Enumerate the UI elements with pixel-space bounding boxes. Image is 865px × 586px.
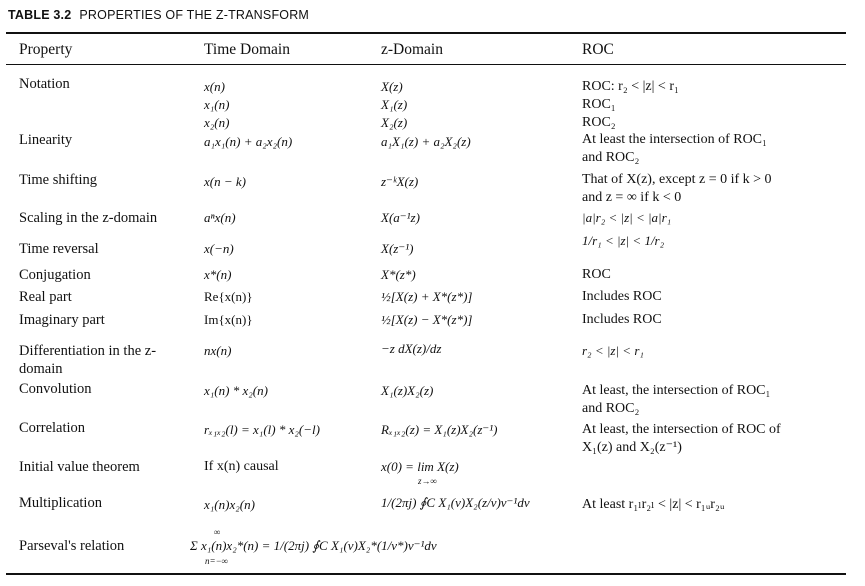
roc-cell: At least r₁ₗr₂ₗ < |z| < r₁ᵤr₂ᵤ	[582, 497, 725, 512]
property-cell: Convolution	[19, 381, 92, 397]
bottom-rule	[6, 573, 846, 575]
roc-cell: Includes ROC	[582, 289, 662, 304]
property-cell: Scaling in the z-domain	[19, 210, 158, 226]
table-caption	[8, 8, 309, 22]
z-cell: a₁X₁(z) + a₂X₂(z)	[381, 134, 471, 149]
table-title: PROPERTIES OF THE Z-TRANSFORM	[79, 8, 310, 22]
header-rule	[6, 64, 846, 65]
time-cell: aⁿx(n)	[204, 210, 236, 225]
z-cell: X*(z*)	[381, 267, 416, 282]
z-cell: −z dX(z)/dz	[381, 341, 442, 356]
property-cell: Real part	[19, 289, 72, 305]
z-cell: Rₓ₁ₓ₂(z) = X₁(z)X₂(z⁻¹)	[381, 422, 498, 437]
property-cell: Differentiation in the z-domain	[19, 343, 157, 377]
property-cell: Time shifting	[19, 172, 98, 188]
roc-cell: |a|r₂ < |z| < |a|r₁	[582, 210, 672, 225]
property-cell: Linearity	[19, 132, 73, 148]
time-cell: rₓ₁ₓ₂(l) = x₁(l) * x₂(−l)	[204, 422, 320, 437]
property-cell: Notation	[19, 76, 70, 92]
header-time-domain: Time Domain	[204, 41, 290, 58]
time-cell: x(−n)	[204, 241, 234, 256]
time-cell: nx(n)	[204, 343, 232, 358]
time-cell: x₁(n) * x₂(n)	[204, 383, 268, 398]
time-cell: x(n − k)	[204, 174, 246, 189]
property-cell: Parseval's relation	[19, 538, 125, 554]
z-cell: 1/(2πj) ∮C X₁(v)X₂(z/v)v⁻¹dv	[381, 495, 530, 510]
roc-cell: 1/r₁ < |z| < 1/r₂	[582, 233, 665, 248]
time-cell: x₁(n)x₂(n)	[204, 497, 255, 512]
property-cell: Imaginary part	[19, 312, 105, 328]
time-cell: Re{x(n)}	[204, 289, 253, 304]
property-cell: Time reversal	[19, 241, 99, 257]
z-cell: X₁(z)X₂(z)	[381, 383, 434, 398]
roc-cell: Includes ROC	[582, 312, 662, 327]
sum-upper-limit: ∞	[214, 527, 221, 537]
header-z-domain: z-Domain	[381, 41, 443, 58]
property-cell: Conjugation	[19, 267, 91, 283]
property-cell: Multiplication	[19, 495, 102, 511]
table-label: TABLE 3.2	[8, 8, 72, 22]
time-cell: x(n) x₁(n) x₂(n)	[204, 79, 230, 130]
top-rule	[6, 32, 846, 34]
roc-cell: At least, the intersection of ROC of X₁(z) and X₂(z⁻¹)	[582, 422, 781, 455]
z-cell: x(0) = lim X(z)	[381, 459, 459, 474]
z-cell: X(a⁻¹z)	[381, 210, 420, 225]
roc-cell: ROC: r₂ < |z| < r₁ ROC₁ ROC₂	[582, 79, 679, 130]
roc-cell: That of X(z), except z = 0 if k > 0 and z = ∞ if k < 0	[582, 172, 772, 205]
roc-cell: r₂ < |z| < r₁	[582, 343, 644, 358]
z-cell: ½[X(z) − X*(z*)]	[381, 312, 473, 327]
time-cell: Im{x(n)}	[204, 312, 253, 327]
z-cell: X(z) X₁(z) X₂(z)	[381, 79, 408, 130]
time-cell: If x(n) causal	[204, 459, 279, 474]
property-cell: Correlation	[19, 420, 86, 436]
z-cell: X(z⁻¹)	[381, 241, 414, 256]
header-roc: ROC	[582, 41, 614, 58]
sum-lower-limit: n=−∞	[205, 556, 229, 566]
property-cell: Initial value theorem	[19, 459, 140, 475]
time-cell: x*(n)	[204, 267, 232, 282]
roc-cell: At least the intersection of ROC₁ and ROC₂	[582, 132, 767, 165]
time-cell: Σ x₁(n)x₂*(n) = 1/(2πj) ∮C X₁(v)X₂*(1/v*)v⁻¹dv	[190, 538, 437, 553]
z-cell-limit: z→∞	[418, 476, 437, 486]
roc-cell: At least, the intersection of ROC₁ and ROC₂	[582, 383, 771, 416]
roc-cell: ROC	[582, 267, 611, 282]
header-property: Property	[19, 41, 73, 58]
z-cell: ½[X(z) + X*(z*)]	[381, 289, 473, 304]
time-cell: a₁x₁(n) + a₂x₂(n)	[204, 134, 293, 149]
z-cell: z⁻ᵏX(z)	[381, 174, 419, 189]
